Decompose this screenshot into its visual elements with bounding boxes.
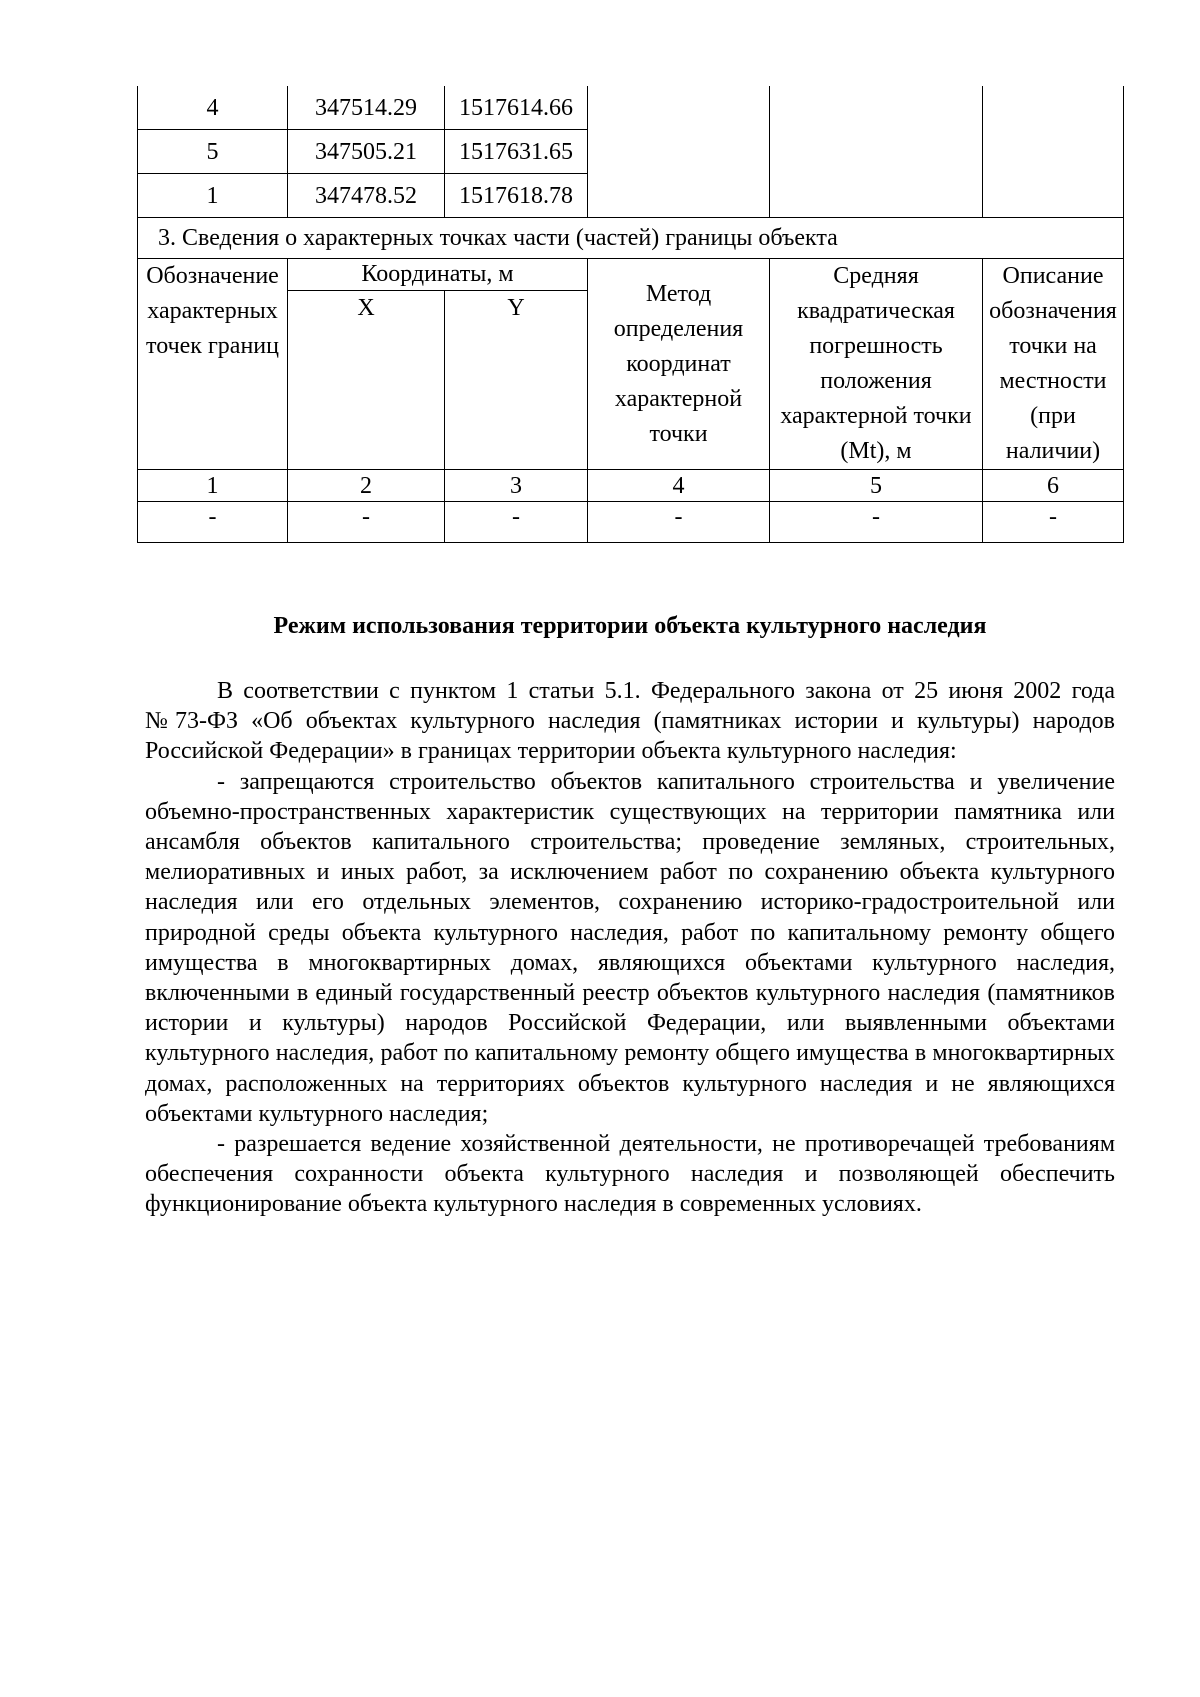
description-header: Описание обозначения точки на местности (при наличии) [983,259,1124,470]
empty-data-row [138,502,1124,543]
dash-cell: - [983,502,1124,543]
dash-cell: - [445,502,588,543]
column-number: 3 [445,470,588,502]
description-cell [983,86,1124,218]
dash-cell: - [770,502,983,543]
dash-cell: - [588,502,770,543]
regime-paragraph-allowed: - разрешается ведение хозяйственной деятельности, не противоречащей требованиям обеспечения сохранности объекта культурного наследия и позволяющей обеспечить функционирование объекта культурного наследия в современных условиях. [145,1131,1115,1218]
section-title: 3. Сведения о характерных точках части (частей) границы объекта [138,218,1124,259]
column-number: 1 [138,470,288,502]
column-number: 6 [983,470,1124,502]
method-header: Метод определения координат характерной точки [588,259,770,470]
x-cell: 347478.52 [288,174,445,218]
designation-header: Обозначение характерных точек границ [138,259,288,470]
regime-body [145,676,1115,1220]
y-cell: 1517631.65 [445,130,588,174]
coordinates-table [137,86,1124,543]
coordinates-header: Координаты, м [288,259,588,291]
point-cell: 4 [138,86,288,130]
method-cell [588,86,770,218]
y-cell: 1517618.78 [445,174,588,218]
x-cell: 347505.21 [288,130,445,174]
dash-cell: - [138,502,288,543]
regime-paragraph-intro: В соответствии с пунктом 1 статьи 5.1. Федерального закона от 25 июня 2002 года №73-ФЗ «Об объектах культурного наследия (памятниках истории и культуры) народов Российской Федерации» в границах территории объекта культурного наследия: [145,678,1115,765]
regime-paragraph-prohibited: - запрещаются строительство объектов капитального строительства и увеличение объемно-пространственных характеристик существующих на территории памятника или ансамбля объектов капитального строительства; проведение земляных, строительных, мелиоративных и иных работ, за исключением работ по сохранению объекта культурного наследия или его отдельных элементов, сохранению историко-градостроительной или природной среды объекта культурного наследия, работ по капитальному ремонту общего имущества в многоквартирных домах, являющихся объектами культурного наследия, включенными в единый государственный реестр объектов культурного наследия (памятников истории и культуры) народов Российской Федерации, или выявленными объектами культурного наследия, работ по капитальному ремонту общего имущества в многоквартирных домах, расположенных на территориях объектов культурного наследия и не являющихся объектами культурного наследия; [145,768,1115,1127]
point-cell: 5 [138,130,288,174]
y-cell: 1517614.66 [445,86,588,130]
header-row [138,259,1124,291]
error-header: Средняя квадратическая погрешность положения характерной точки (Mt), м [770,259,983,470]
y-header: Y [445,291,588,470]
table-row [138,86,1124,130]
section-title-row [138,218,1124,259]
x-cell: 347514.29 [288,86,445,130]
column-number: 5 [770,470,983,502]
column-number-row [138,470,1124,502]
point-cell: 1 [138,174,288,218]
regime-heading: Режим использования территории объекта культурного наследия [273,613,987,639]
x-header: X [288,291,445,470]
column-number: 4 [588,470,770,502]
error-cell [770,86,983,218]
column-number: 2 [288,470,445,502]
dash-cell: - [288,502,445,543]
